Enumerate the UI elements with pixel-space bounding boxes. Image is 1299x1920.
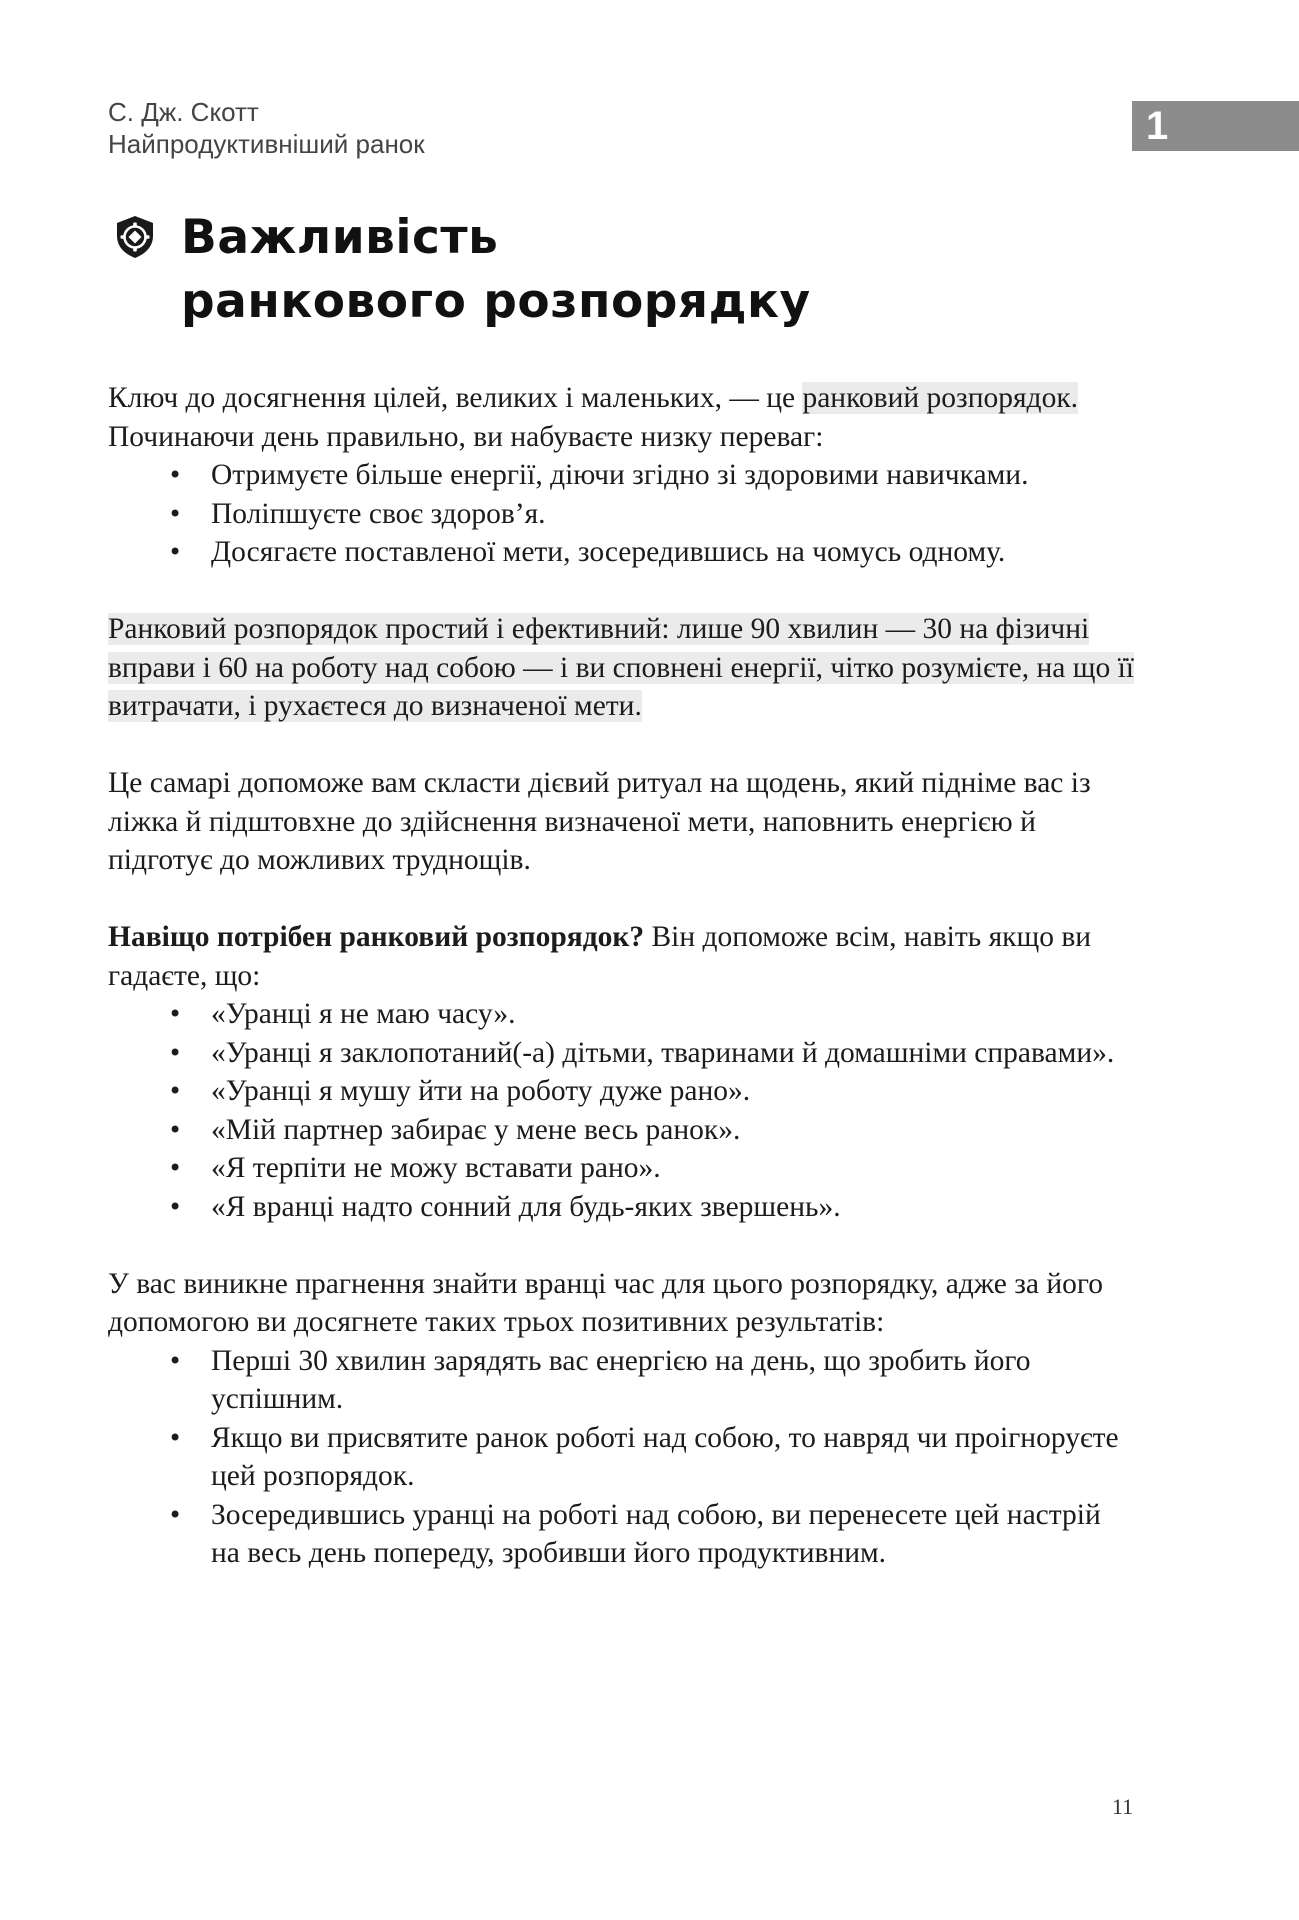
chapter-tab: 1 — [1132, 101, 1299, 151]
list-item: • Досягаєте поставленої мети, зосередившись на чомусь одному. — [108, 533, 1134, 572]
page-title — [181, 206, 811, 334]
highlighted-paragraph: Ранковий розпорядок простий і ефективний: лише 90 хвилин — 30 на фізичні вправи і 60 на роботу над собою — і ви сповнені енергії, чітко розумієте, на що її витрачати, і рухаєтеся до визначеної мети. — [108, 613, 1134, 722]
list-item: • Якщо ви присвятите ранок роботі над собою, то навряд чи проігноруєте цей розпорядок. — [108, 1419, 1134, 1496]
list-item: • Поліпшуєте своє здоров’я. — [108, 495, 1134, 534]
list-item: • «Мій партнер забирає у мене весь ранок». — [108, 1111, 1134, 1150]
paragraph-summary — [108, 610, 1134, 726]
body-text — [108, 379, 1134, 1573]
author-name: С. Дж. Скотт — [108, 97, 259, 127]
results-list — [108, 1342, 1134, 1573]
bold-question: Навіщо потрібен ранковий розпорядок? — [108, 921, 645, 953]
list-item: • «Уранці я заклопотаний(-а) дітьми, тваринами й домашніми справами». — [108, 1034, 1134, 1073]
excuses-list — [108, 995, 1134, 1226]
list-item: • «Уранці я не маю часу». — [108, 995, 1134, 1034]
paragraph-results: У вас виникне прагнення знайти вранці час для цього розпорядку, адже за його допомогою ви досягнете таких трьох позитивних результатів: — [108, 1267, 1104, 1338]
page-number: 11 — [1112, 1794, 1134, 1819]
list-item: • Зосередившись уранці на роботі над собою, ви перенесете цей настрій на весь день попереду, зробивши його продуктивним. — [108, 1496, 1134, 1573]
paragraph-about: Це самарі допоможе вам скласти дієвий ритуал на щодень, який підніме вас із ліжка й підштовхне до здійснення визначеної мети, наповнить енергією й підготує до можливих труднощів. — [108, 767, 1091, 876]
running-header — [108, 96, 425, 160]
list-item: • «Я вранці надто сонний для будь-яких звершень». — [108, 1188, 1134, 1227]
shield-icon — [112, 214, 158, 260]
list-item: • Перші 30 хвилин зарядять вас енергією на день, що зробить його успішним. — [108, 1342, 1134, 1419]
benefits-list — [108, 456, 1134, 572]
list-item: • Отримуєте більше енергії, діючи згідно зі здоровими навичками. — [108, 456, 1134, 495]
highlighted-phrase: ранковий розпорядок. — [802, 382, 1079, 414]
paragraph-intro: Ключ до досягнення цілей, великих і маленьких, — це ранковий розпорядок. Починаючи день правильно, ви набуваєте низку переваг: — [108, 382, 1079, 453]
list-item: • «Я терпіти не можу вставати рано». — [108, 1149, 1134, 1188]
paragraph-why: Навіщо потрібен ранковий розпорядок? Він допоможе всім, навіть якщо ви гадаєте, що: — [108, 921, 1092, 992]
title-line-2: ранкового розпорядку — [181, 274, 811, 329]
title-line-1: Важливість — [181, 210, 499, 265]
list-item: • «Уранці я мушу йти на роботу дуже рано». — [108, 1072, 1134, 1111]
book-title: Найпродуктивніший ранок — [108, 129, 425, 159]
